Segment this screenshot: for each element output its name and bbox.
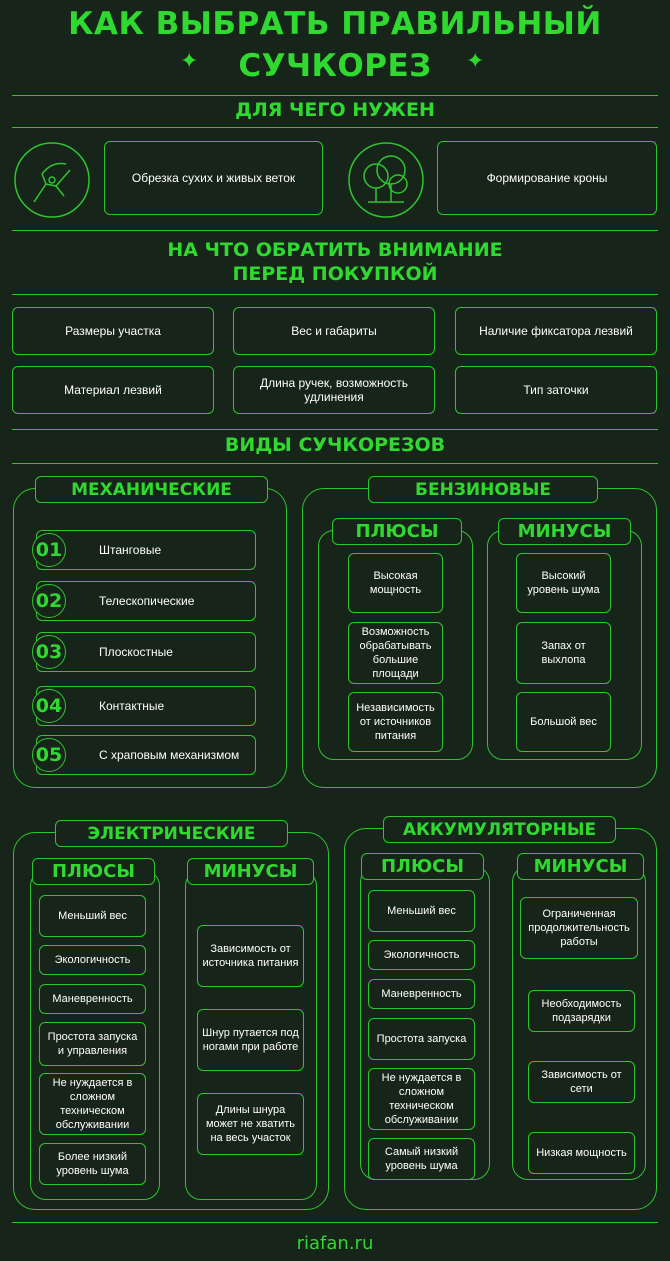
gasoline-plus-item: Независимость от источников питания: [348, 692, 443, 752]
electric-plus-item: Не нуждается в сложном техническом обслуживании: [39, 1073, 146, 1135]
mechanical-item: Штанговые: [36, 530, 256, 570]
battery-plus-item: Не нуждается в сложном техническом обслуживании: [368, 1068, 475, 1130]
sparkle-icon: ✦: [180, 48, 199, 73]
electric-plus-item: Экологичность: [39, 945, 146, 975]
battery-minus-item: Ограниченная продолжительность работы: [520, 897, 638, 959]
number-badge: 04: [32, 689, 66, 723]
number-badge: 03: [32, 635, 66, 669]
electric-minus-item: Зависимость от источника питания: [197, 925, 304, 987]
purpose-item-1: Обрезка сухих и живых веток: [104, 141, 323, 215]
electric-minus-item: Длины шнура может не хватить на весь участок: [197, 1093, 304, 1155]
gasoline-plus-title: ПЛЮСЫ: [332, 518, 462, 545]
purpose-title: ДЛЯ ЧЕГО НУЖЕН: [235, 99, 435, 121]
battery-plus-title: ПЛЮСЫ: [361, 853, 484, 880]
attention-item: Наличие фиксатора лезвий: [455, 307, 657, 355]
electric-minus-item: Шнур путается под ногами при работе: [197, 1009, 304, 1071]
battery-title: АККУМУЛЯТОРНЫЕ: [383, 816, 616, 843]
gasoline-plus-item: Высокая мощность: [348, 553, 443, 613]
divider: [12, 1222, 658, 1223]
electric-title: ЭЛЕКТРИЧЕСКИЕ: [55, 820, 288, 847]
mechanical-item: Плоскостные: [36, 632, 256, 672]
electric-plus-item: Простота запуска и управления: [39, 1022, 146, 1066]
attention-title-line1: НА ЧТО ОБРАТИТЬ ВНИМАНИЕ: [167, 239, 503, 261]
attention-item: Размеры участка: [12, 307, 214, 355]
gasoline-minus-item: Большой вес: [516, 692, 611, 752]
types-title: ВИДЫ СУЧКОРЕЗОВ: [224, 434, 446, 456]
number-badge: 01: [32, 533, 66, 567]
number-badge: 02: [32, 584, 66, 618]
battery-plus-item: Меньший вес: [368, 890, 475, 932]
battery-plus-item: Простота запуска: [368, 1018, 475, 1060]
mechanical-item: Телескопические: [36, 581, 256, 621]
attention-item: Материал лезвий: [12, 366, 214, 414]
electric-plus-item: Меньший вес: [39, 895, 146, 937]
gasoline-minus-item: Запах от выхлопа: [516, 622, 611, 684]
attention-item: Тип заточки: [455, 366, 657, 414]
number-badge: 05: [32, 738, 66, 772]
battery-minus-title: МИНУСЫ: [517, 853, 644, 880]
divider: [12, 95, 658, 96]
electric-minus-title: МИНУСЫ: [187, 858, 314, 885]
site-link[interactable]: riafan.ru: [296, 1233, 374, 1254]
divider: [12, 429, 658, 430]
divider: [12, 230, 658, 231]
battery-minus-item: Необходимость подзарядки: [528, 990, 635, 1032]
attention-item: Вес и габариты: [233, 307, 435, 355]
gasoline-plus-item: Возможность обрабатывать большие площади: [348, 622, 443, 684]
sparkle-icon: ✦: [466, 48, 485, 73]
tree-icon: [346, 140, 426, 220]
battery-minus-item: Зависимость от сети: [528, 1061, 635, 1103]
divider: [12, 294, 658, 295]
page-title-line1: КАК ВЫБРАТЬ ПРАВИЛЬНЫЙ: [68, 6, 602, 42]
electric-plus-title: ПЛЮСЫ: [32, 858, 155, 885]
electric-plus-item: Маневренность: [39, 984, 146, 1014]
pruner-icon: [12, 140, 92, 220]
attention-item: Длина ручек, возможность удлинения: [233, 366, 435, 414]
divider: [12, 127, 658, 128]
attention-title-line2: ПЕРЕД ПОКУПКОЙ: [232, 263, 438, 285]
battery-plus-item: Экологичность: [368, 940, 475, 970]
gasoline-minus-item: Высокий уровень шума: [516, 553, 611, 613]
battery-plus-item: Маневренность: [368, 979, 475, 1009]
page-title-line2: СУЧКОРЕЗ: [238, 48, 432, 84]
electric-plus-item: Более низкий уровень шума: [39, 1143, 146, 1185]
battery-plus-item: Самый низкий уровень шума: [368, 1138, 475, 1180]
gasoline-minus-title: МИНУСЫ: [498, 518, 631, 545]
battery-minus-item: Низкая мощность: [528, 1132, 635, 1174]
divider: [12, 463, 658, 464]
mechanical-item: Контактные: [36, 686, 256, 726]
mechanical-title: МЕХАНИЧЕСКИЕ: [35, 476, 268, 503]
purpose-item-2: Формирование кроны: [437, 141, 657, 215]
gasoline-title: БЕНЗИНОВЫЕ: [368, 476, 598, 503]
mechanical-item: С храповым механизмом: [36, 735, 256, 775]
